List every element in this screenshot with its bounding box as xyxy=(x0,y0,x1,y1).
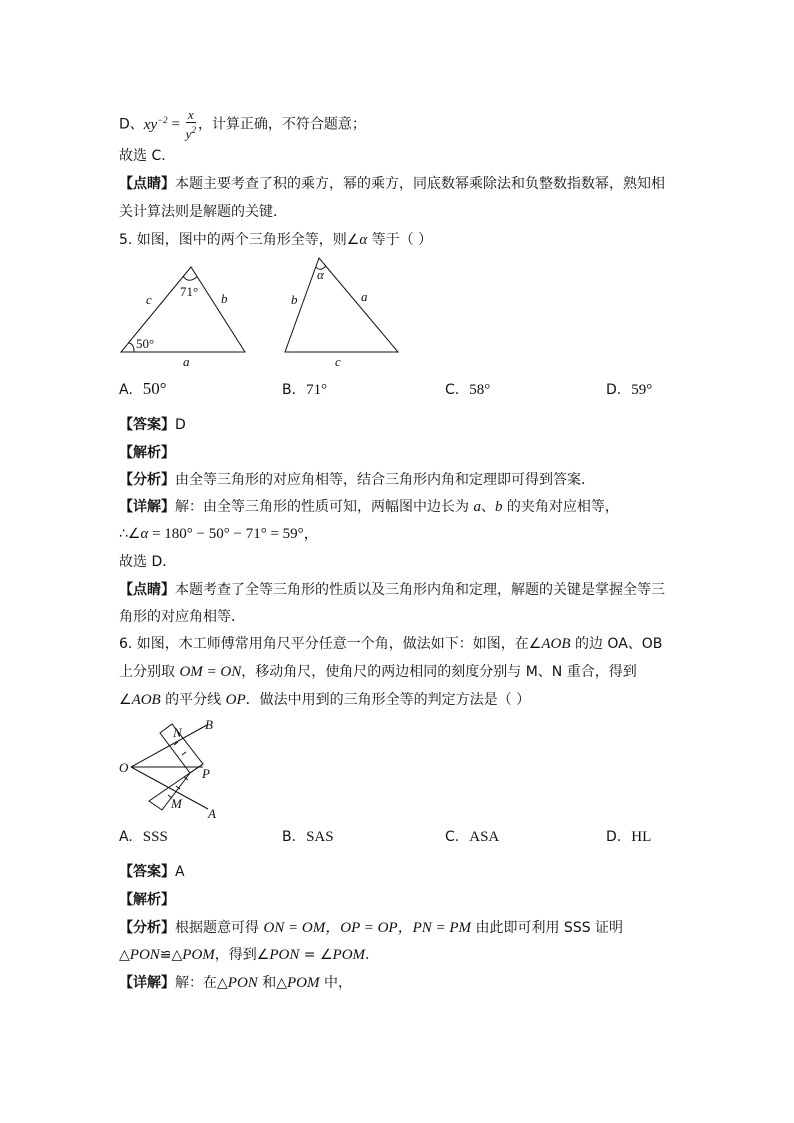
q5-choice-d[interactable]: D. 59° xyxy=(606,382,653,398)
q5-choice-b[interactable]: B. 71° xyxy=(282,382,328,398)
q5-choice-c[interactable]: C. 58° xyxy=(445,382,491,398)
label-n: N xyxy=(173,725,182,740)
q6-detail: 【详解】解：在△PON 和△POM 中， xyxy=(119,975,352,991)
t2-right-side: a xyxy=(361,289,368,304)
q5-answer: 【答案】D xyxy=(119,417,186,433)
label-o: O xyxy=(119,760,129,775)
t2-top-angle: α xyxy=(317,267,324,282)
q5-detail: 【详解】解：由全等三角形的性质可知，两幅图中边长为 a、b 的夹角对应相等， xyxy=(119,499,619,515)
q6-fenxi-line-2: △PON≌△POM，得到∠PON = ∠POM． xyxy=(119,947,380,963)
q6-choice-d[interactable]: D. HL xyxy=(606,829,652,845)
label-b: B xyxy=(205,717,213,732)
label-p: P xyxy=(202,766,210,781)
q5-analysis-label: 【解析】 xyxy=(119,445,175,461)
t1-left-angle: 50° xyxy=(136,336,155,351)
expression-lhs: $xy^{-2}$ xyxy=(143,114,168,133)
t1-left-side: c xyxy=(146,292,152,307)
question-5-stem: 5. 如图，图中的两个三角形全等，则∠α 等于（ ） xyxy=(119,232,433,248)
q5-calculation: ∴∠α = 180° − 50° − 71° = 59°， xyxy=(119,526,319,542)
label-m: M xyxy=(171,796,182,811)
q6-fenxi-line-1: 【分析】根据题意可得 ON = OM，OP = OP，PN = PM 由此即可利用 SSS 证明 xyxy=(119,920,624,936)
question-6-line-1: 6. 如图，木工师傅常用角尺平分任意一个角，做法如下：如图，在∠AOB 的边 OA、OB xyxy=(119,636,663,652)
t1-right-side: b xyxy=(221,291,228,306)
t1-top-angle: 71° xyxy=(180,284,199,299)
q5-comment-line-2: 角形的对应角相等． xyxy=(119,609,245,625)
q5-choice-a[interactable]: A. 50° xyxy=(119,379,167,398)
t2-bottom-side: c xyxy=(335,354,341,369)
q6-choice-b[interactable]: B. SAS xyxy=(282,829,334,845)
label-a: A xyxy=(208,806,216,821)
q5-comment-line-1: 【点睛】本题考查了全等三角形的性质以及三角形内角和定理，解题的关键是掌握全等三 xyxy=(119,582,665,598)
comment-4-line-2: 关计算法则是解题的关键． xyxy=(119,204,287,220)
question-6-line-3: ∠AOB 的平分线 OP．做法中用到的三角形全等的判定方法是（ ） xyxy=(119,692,531,708)
question-6-line-2: 上分别取 OM = ON，移动角尺，使角尺的两边相同的刻度分别与 M、N 重合，得到 xyxy=(119,664,637,680)
q5-fenxi: 【分析】由全等三角形的对应角相等，结合三角形内角和定理即可得到答案． xyxy=(119,472,595,488)
q6-choice-a[interactable]: A. SSS xyxy=(119,829,168,845)
comment-4-line-1: 【点睛】本题主要考查了积的乘方，幂的乘方，同底数幂乘除法和负整数指数幂，熟知相 xyxy=(119,176,665,192)
t1-bottom-side: a xyxy=(183,354,190,369)
select-c: 故选 C． xyxy=(119,148,176,164)
q6-choice-c[interactable]: C. ASA xyxy=(445,829,500,845)
equals-sign: = xyxy=(167,116,184,133)
q6-analysis-label: 【解析】 xyxy=(119,892,175,908)
q6-answer: 【答案】A xyxy=(119,864,185,880)
option-letter: D、 xyxy=(119,116,144,133)
q5-select: 故选 D． xyxy=(119,554,177,570)
fraction: $\frac{x}{y^2}$ xyxy=(185,107,196,142)
option-text: ，计算正确，不符合题意； xyxy=(197,116,366,133)
t2-left-side: b xyxy=(291,292,298,307)
